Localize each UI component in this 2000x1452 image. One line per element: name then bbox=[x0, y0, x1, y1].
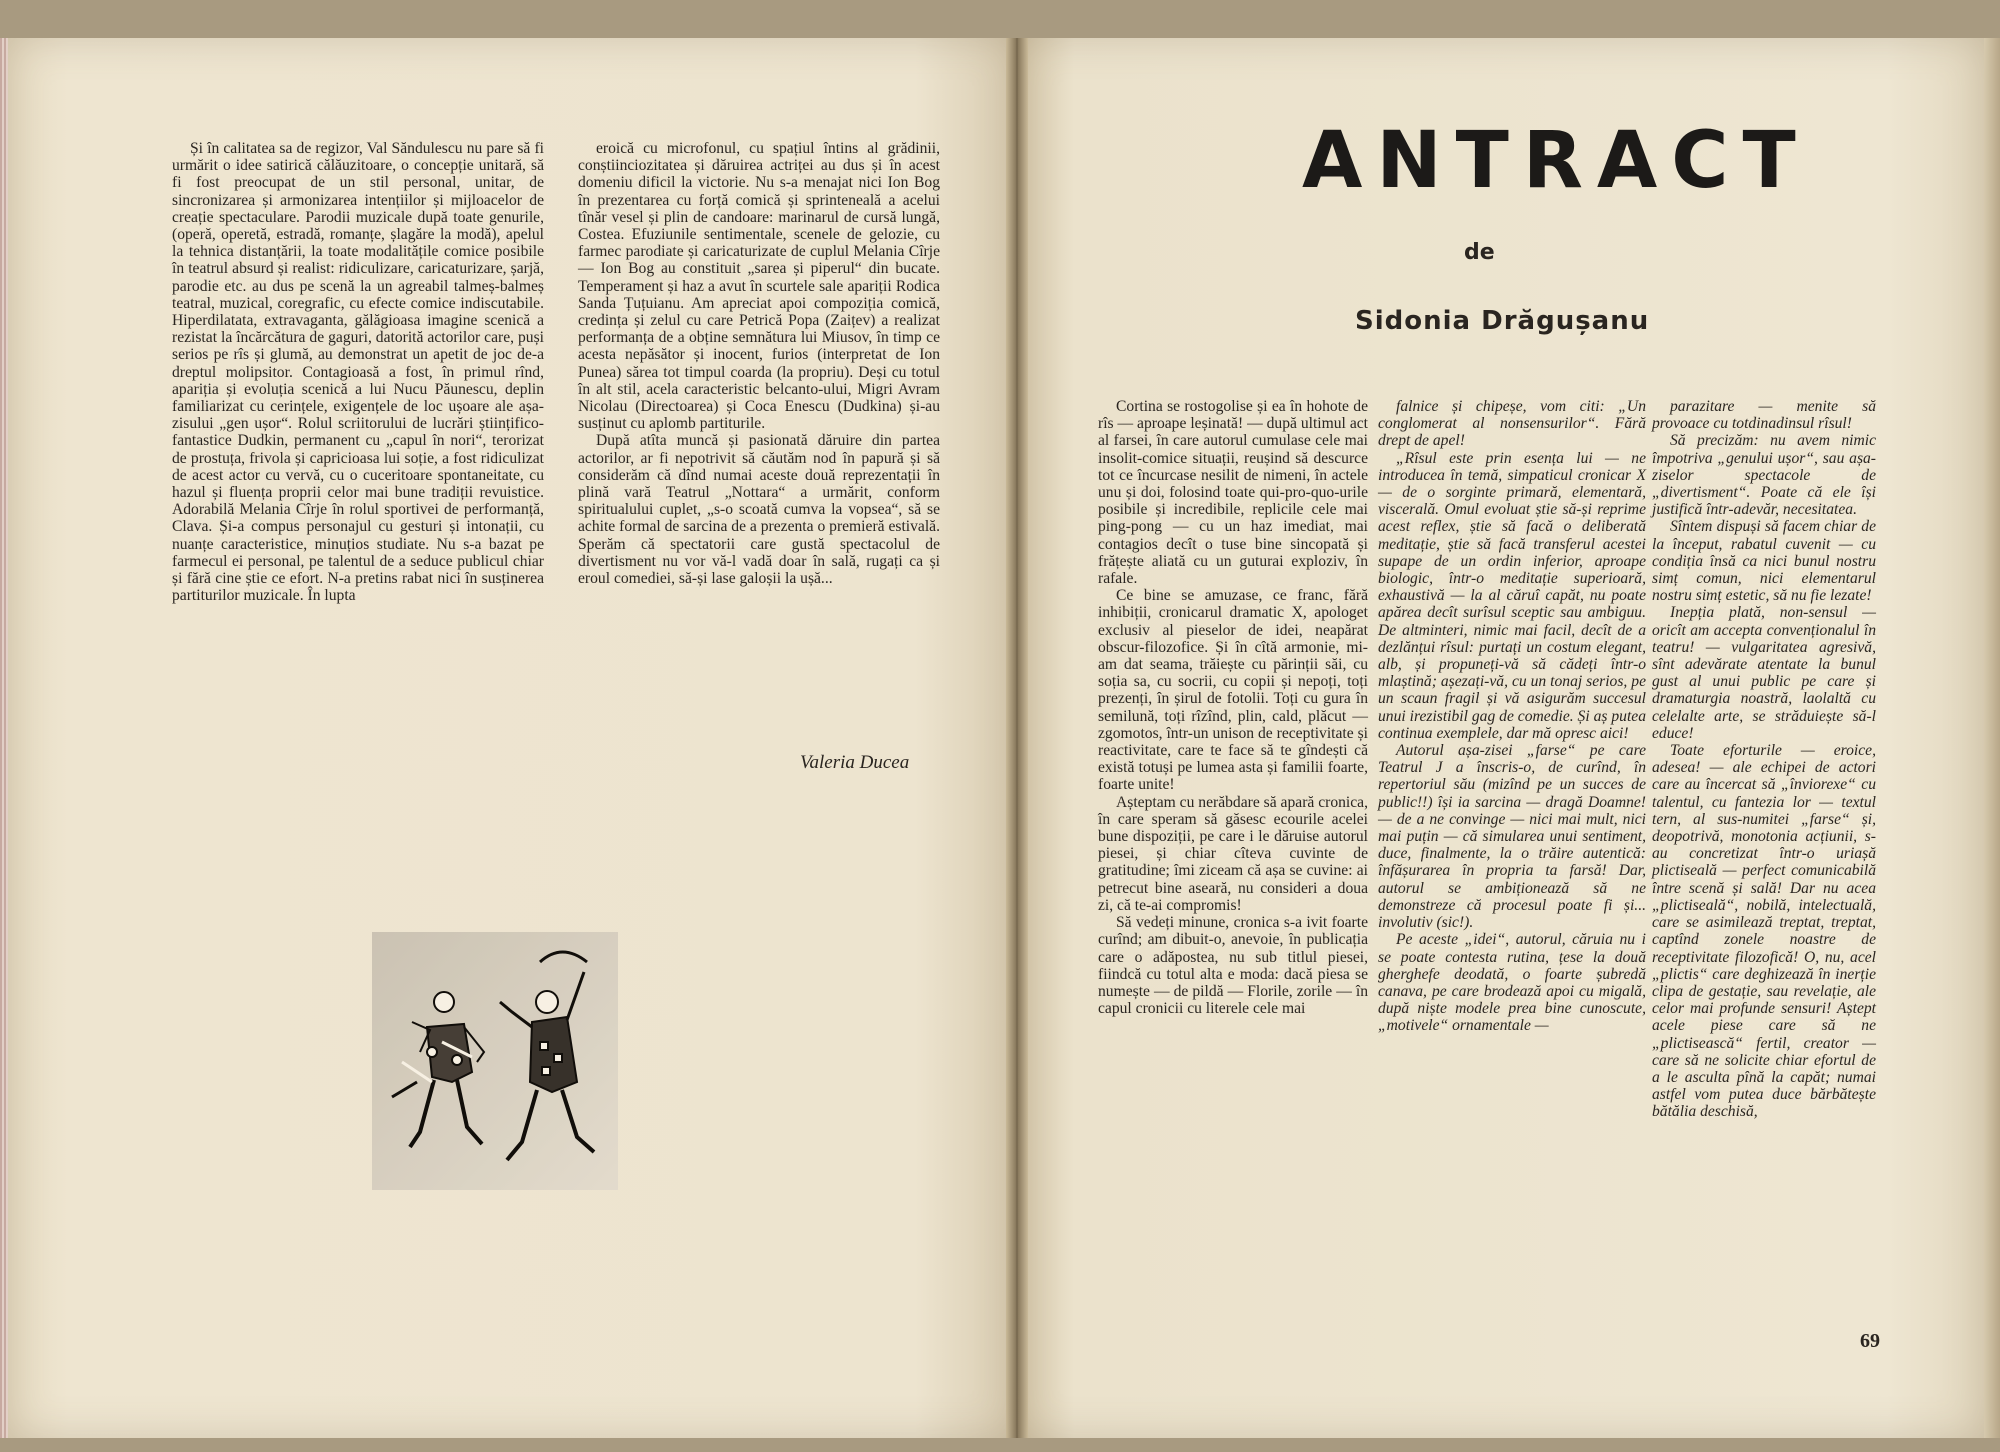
article-author: Sidonia Drăgușanu bbox=[1355, 306, 1650, 336]
left-column-1 bbox=[172, 140, 544, 604]
paragraph: parazitare — menite să provoace cu totdinadinsul rîsul! bbox=[1652, 398, 1876, 433]
paragraph: Toate eforturile — eroice, adesea! — ale echipei de actori care au încercat să „înviorexe“ cu talentul, cu fantezia lor — textul tern, al sus-numitei „farse“ și, deopotrivă, monotonia acțiunii, s-au concretizat într-o uriașă plictiseală — perfect comunicabilă între scenă și sală! Dar nu acea „plictiseală“, nobilă, intelectuală, care se asimilează treptat, treptat, captînd zonele noastre de receptivitate filozofică! O, nu, acel „plictis“ care deghizează în inerție clipa de gestație, sau revelație, ale celor mai profunde sensuri! Aștept acele piese care să ne „plictisească“ fertil, creator — care să ne solicite chiar efortul de a le asculta pînă la capăt; numai astfel vom putea duce bărbătește bătălia deschisă, bbox=[1652, 742, 1876, 1121]
paragraph: Să vedeți minune, cronica s-a ivit foarte curînd; am dibuit-o, anevoie, în publicația care o adăpostea, nu sub titlul piesei, fiindcă cu totul alta e moda: dacă piesa se numește — de pildă — Florile, zorile — în capul cronicii cu literele cele mai bbox=[1098, 914, 1368, 1018]
page-number: 69 bbox=[1860, 1330, 1880, 1352]
book-gutter bbox=[1006, 38, 1028, 1438]
paragraph: După atîta muncă și pasionată dăruire din partea actorilor, ar fi nepotrivit să căutăm nod în papură și să considerăm că dînd numai aceste două reprezentații în plină vară Teatrul „Nottara“ a urmărit, conform spiritualului cuplet, „s-o scoată cumva la vopsea“, să se achite formal de sarcina de a prezenta o premieră estivală. Sperăm că spectatorii care gustă spectacolul de divertisment nu vor vă-l vadă doar în sală, rugați ca și eroul comediei, să-și lase galoșii la ușă... bbox=[578, 432, 940, 588]
left-column-2 bbox=[578, 140, 940, 587]
right-column-2 bbox=[1378, 398, 1646, 1035]
byline-de: de bbox=[1464, 240, 1495, 265]
paragraph: Așteptam cu nerăbdare să apară cronica, în care speram să găsesc ecourile acelei bune dispoziții, pe care i le dăruise autorul piesei, și chiar cîteva cuvinte de gratitudine; îmi ziceam că așa se cuvine: ai petrecut bine aseară, nu consideri a doua zi, că te-ai compromis! bbox=[1098, 793, 1368, 914]
paragraph: Sîntem dispuși să facem chiar de la început, rabatul cuvenit — cu condiția însă ca nici bunul nostru simț comun, nici elementarul nostru simț estetic, să nu fie lezate! bbox=[1652, 518, 1876, 605]
book-edge-right bbox=[1984, 38, 2000, 1438]
paragraph: „Rîsul este prin esența lui — ne introducea în temă, simpaticul cronicar X — de o sorginte primară, elementară, viscerală. Omul evoluat știe să-și reprime acest reflex, știe să facă o deliberată meditație, știe să facă transferul acestei supape de un ordin inferior, aproape biologic, într-o meditație superioară, exhaustivă — la al căruî capăt, nu poate apărea decît surîsul sceptic sau ambiguu. De altminteri, nimic mai facil, decît de a dezlănțui rîsul: purtați un costum elegant, alb, și propuneți-vă să cădeți într-o mlaștină; așezați-vă, cu un tonaj serios, pe un scaun fragil și vă asigurăm succesul unui irezistibil gag de comedie. Și aș putea continua exemplele, dar mă opresc aici! bbox=[1378, 449, 1646, 742]
paragraph: Și în calitatea sa de regizor, Val Săndulescu nu pare să fi urmărit o idee satirică călăuzitoare, o concepție unitară, să fi fost preocupat de un stil personal, unitar, de sincronizarea și armonizarea intențiilor și mijloacelor de creație spectaculare. Parodii muzicale după toate genurile, (operă, operetă, estradă, romanțe, șlagăre la modă), apelul la tehnica distanțării, la toate modalitățile comice posibile în teatrul absurd și realist: ridiculizare, caricaturizare, șarjă, parodie etc. au dus pe scenă la un agreabil talmeș-balmeș teatral, muzical, coregrafic, cu efecte comice indiscutabile. Hiperdilatata, extravaganta, gălăgioasa imagine scenică a rezistat la încărcătura de gaguri, datorită actorilor care, puși serios pe rîs și glumă, au demonstrat un apetit de joc de-a dreptul molipsitor. Contagioasă a fost, în primul rînd, apariția și evoluția scenică a lui Nucu Păunescu, deplin familiarizat cu cerințele, exigențele de loc ușoare ale așa-zisului „gen ușor“. Rolul scriitorului de lucrări științifico-fantastice Dudkin, permanent cu „capul în nori“, terorizat de prostuța, frivola și capricioasa lui soție, a fost ridiculizat de acest actor cu vervă, cu o cuceritoare spontaneitate, cu hazul și fluența proprii celor mai bune tradiții revuistice. Adorabilă Melania Cîrje în rolul sportivei de performanță, Clava. Și-a compus personajul cu gesturi și intonații, cu nuanțe caracteristice, minuțios studiate. Nu s-a bazat pe farmecul ei personal, pe talentul de a seduce publicul chiar și fără cine știe ce efort. N-a pretins rabat nici în susținerea partiturilor muzicale. În lupta bbox=[172, 140, 544, 605]
paragraph: Pe aceste „idei“, autorul, căruia nu i se poate contesta rutina, țese la două gherghefe deodată, o foarte șubredă canava, pe care brodează apoi cu migală, după niște modele prea bine cunoscute, „motivele“ ornamentale — bbox=[1378, 931, 1646, 1035]
signature: Valeria Ducea bbox=[800, 752, 910, 773]
paragraph: Autorul așa-zisei „farse“ pe care Teatrul J a înscris-o, de curînd, în repertoriul său (mizînd pe un succes de public!!) își ia sarcina — dragă Doamne! — de a ne convinge — nici mai mult, nici mai puțin — că simularea unui sentiment, duce, finalmente, la o trăire autentică: înfășurarea în propria ta farsă! Dar, autorul se ambiționează să ne demonstreze că procesul poate fi și... involutiv (sic!). bbox=[1378, 742, 1646, 932]
paragraph: Ce bine se amuzase, ce franc, fără inhibiții, cronicarul dramatic X, apologet exclusiv al pieselor de idei, neapărat obscur-filozofice. Și în cîtă armonie, mi-am dat seama, trăiește cu părinții săi, cu soția sa, cu socrii, cu copii și nepoți, toți prezenți, în șirul de fotolii. Toți cu gura în semilună, toți rîzînd, plin, cald, plăcut — zgomotos, într-un unison de receptivitate și reactivitate, care te face să te gîndești că există totuși pe lumea asta și familii foarte, foarte unite! bbox=[1098, 587, 1368, 794]
right-column-3 bbox=[1652, 398, 1876, 1121]
paragraph: Să precizăm: nu avem nimic împotriva „genului ușor“, sau așa-ziselor spectacole de „divertisment“. Poate că ele își justifică într-adevăr, necesitatea. bbox=[1652, 432, 1876, 519]
paragraph: eroică cu microfonul, cu spațiul întins al grădinii, conștiinciozitatea și dăruirea actriței au dus și în acest domeniu dificil la victorie. Nu s-a menajat nici Ion Bog în prezentarea cu forță comică și sprinteneală a acelui tînăr vesel și plin de candoare: marinarul de cursă lungă, Costea. Efuziunile sentimentale, scenele de gelozie, cu farmec parodiate și caricaturizate de cuplul Melania Cîrje — Ion Bog au constituit „sarea și piperul“ din bucate. Temperament și haz a avut în scurtele sale apariții Rodica Sanda Țuțuianu. Am apreciat apoi compoziția comică, credința și zelul cu care Petrică Popa (Zaițev) a realizat performanța de a obține semnătura lui Miusov, în timp ce acesta nepăsător și inocent, furios (interpretat de Ion Punea) sărea tot timpul coarda (la propriu). Deși cu totul în alt stil, acela caracteristic belcanto-ului, Migri Avram Nicolau (Directoarea) și Coca Enescu (Dudkina) și-au susținut cu aplomb partiturile. bbox=[578, 140, 940, 433]
paragraph: Inepția plată, non-sensul — oricît am accepta convenționalul în teatru! — vulgaritatea agresivă, sînt adevărate atentate la bunul gust al unui public pe care și dramaturgia noastră, laolaltă cu celelalte arte, se străduiește să-l educe! bbox=[1652, 604, 1876, 742]
right-column-1 bbox=[1098, 398, 1368, 1017]
article-title: ANTRACT bbox=[1302, 116, 1810, 206]
paragraph: falnice și chipeșe, vom citi: „Un conglomerat al nonsensurilor“. Fără drept de apel! bbox=[1378, 398, 1646, 450]
theatre-photo bbox=[372, 932, 618, 1190]
paragraph: Cortina se rostogolise și ea în hohote de rîs — aproape leșinată! — după ultimul act al farsei, în care autorul cumulase cele mai insolit-comice situații, reușind să descurce tot ce încurcase nesilit de nimeni, în actele unu și doi, folosind toate qui-pro-quo-urile posibile și incredibile, replicile cele mai ping-pong — cu un haz imediat, mai contagios decît o tuse bine sincopată și frățește aliată cu un guturai exploziv, în rafale. bbox=[1098, 398, 1368, 588]
